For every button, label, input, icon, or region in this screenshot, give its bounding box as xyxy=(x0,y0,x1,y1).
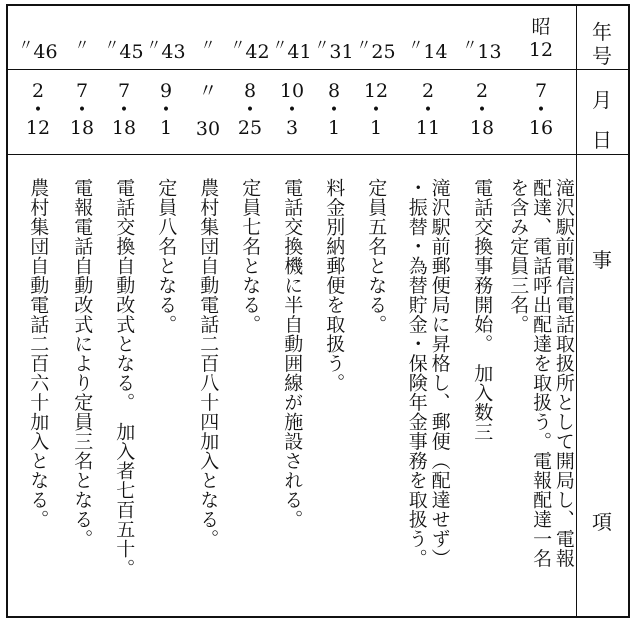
day-value: 16 xyxy=(528,117,554,139)
date-dot: • xyxy=(33,102,43,118)
header-column-divider xyxy=(576,6,577,616)
month-value: 7 xyxy=(117,80,131,102)
era-mark: 〃 xyxy=(18,36,34,54)
month-value: 2 xyxy=(31,80,45,102)
year-cell xyxy=(18,38,58,62)
event-text: 滝沢駅前郵便局に昇格し、郵便（配達せず） ・振替・為替貯金・保険年金事務を取扱う。 xyxy=(405,178,451,568)
year-value: 12 xyxy=(528,39,554,61)
month-value: 12 xyxy=(363,80,389,102)
header-year-1: 年 xyxy=(592,20,612,44)
year-value: 25 xyxy=(371,41,396,63)
header-year-2: 号 xyxy=(592,44,612,68)
year-cell xyxy=(314,38,354,62)
header-day: 日 xyxy=(592,128,612,152)
month-value: 7 xyxy=(534,80,548,102)
era-mark: 〃 xyxy=(74,36,90,54)
date-dot: • xyxy=(77,102,87,118)
year-value: 45 xyxy=(119,41,144,63)
year-cell xyxy=(188,38,228,62)
header-item-1: 事 xyxy=(592,248,612,272)
event-text: 定員五名となる。 xyxy=(365,178,388,334)
date-cell xyxy=(188,82,228,139)
row-divider-date xyxy=(8,154,628,155)
date-cell xyxy=(18,82,58,138)
year-cell xyxy=(521,18,561,60)
history-table xyxy=(6,4,630,618)
month-value: 9 xyxy=(159,80,173,102)
era-mark: 〃 xyxy=(230,36,246,54)
year-cell xyxy=(62,38,102,62)
day-value: 25 xyxy=(237,117,263,139)
event-text: 定員七名となる。 xyxy=(239,178,262,334)
year-cell xyxy=(408,38,448,62)
era-mark: 昭 xyxy=(531,16,551,38)
era-mark: 〃 xyxy=(356,36,372,54)
day-value: 3 xyxy=(285,117,299,139)
date-cell xyxy=(62,82,102,138)
event-text: 電報電話自動改式により定員三名となる。 xyxy=(71,178,94,549)
date-dot: • xyxy=(477,102,487,118)
year-value: 41 xyxy=(287,41,312,63)
event-text: 定員八名となる。 xyxy=(155,178,178,334)
month-value: 10 xyxy=(279,80,305,102)
date-cell xyxy=(462,82,502,138)
day-value: 18 xyxy=(69,117,95,139)
era-mark: 〃 xyxy=(408,36,424,54)
year-cell xyxy=(230,38,270,62)
year-value: 46 xyxy=(33,41,58,63)
event-text: 農村集団自動電話二百八十四加入となる。 xyxy=(197,178,220,549)
month-value: 〃 xyxy=(198,80,218,102)
date-dot: • xyxy=(329,102,339,118)
month-value: 8 xyxy=(243,80,257,102)
header-month: 月 xyxy=(592,88,612,112)
year-value: 14 xyxy=(423,41,448,63)
date-dot: • xyxy=(423,102,433,118)
date-dot: • xyxy=(245,102,255,118)
date-dot: • xyxy=(287,102,297,118)
date-cell xyxy=(272,82,312,138)
year-cell xyxy=(356,38,396,62)
day-value: 12 xyxy=(25,117,51,139)
date-dot: • xyxy=(536,102,546,118)
date-cell xyxy=(314,82,354,138)
day-value: 18 xyxy=(111,117,137,139)
day-value: 18 xyxy=(469,117,495,139)
date-dot: • xyxy=(161,102,171,118)
era-mark: 〃 xyxy=(314,36,330,54)
day-value: 1 xyxy=(369,117,383,139)
event-text: 電話交換機に半自動囲線が施設される。 xyxy=(281,178,304,529)
date-cell xyxy=(408,82,448,138)
date-cell xyxy=(356,82,396,138)
event-text: 料金別納郵便を取扱う。 xyxy=(323,178,346,393)
year-cell xyxy=(272,38,312,62)
date-dot: • xyxy=(119,102,129,118)
month-value: 8 xyxy=(327,80,341,102)
date-cell xyxy=(521,82,561,138)
year-cell xyxy=(462,38,502,62)
day-value: 1 xyxy=(327,117,341,139)
day-value: 11 xyxy=(415,117,441,139)
row-divider-year xyxy=(8,69,628,70)
month-value: 7 xyxy=(75,80,89,102)
year-cell xyxy=(104,38,144,62)
era-mark: 〃 xyxy=(200,36,216,54)
month-value: 2 xyxy=(475,80,489,102)
event-text: 電話交換事務開始。 加入数三 xyxy=(471,178,494,442)
year-value: 42 xyxy=(245,41,270,63)
era-mark: 〃 xyxy=(272,36,288,54)
year-value: 31 xyxy=(329,41,354,63)
month-value: 2 xyxy=(421,80,435,102)
event-text: 農村集団自動電話二百六十加入となる。 xyxy=(27,178,50,529)
event-text: 電話交換自動改式となる。 加入者七百五十。 xyxy=(113,178,136,578)
era-mark: 〃 xyxy=(104,36,120,54)
year-value: 43 xyxy=(161,41,186,63)
date-dot: • xyxy=(371,102,381,118)
day-value: 30 xyxy=(195,118,221,140)
year-cell xyxy=(146,38,186,62)
date-cell xyxy=(104,82,144,138)
day-value: 1 xyxy=(159,117,173,139)
year-value: 13 xyxy=(477,41,502,63)
event-text: 滝沢駅前電信電話取扱所として開局し、電報 配達、電話呼出配達を取扱う。電報配達一名 を含み定員三名。 xyxy=(507,178,575,568)
header-item-2: 項 xyxy=(592,510,612,534)
date-cell xyxy=(230,82,270,138)
date-cell xyxy=(146,82,186,138)
era-mark: 〃 xyxy=(146,36,162,54)
era-mark: 〃 xyxy=(462,36,478,54)
